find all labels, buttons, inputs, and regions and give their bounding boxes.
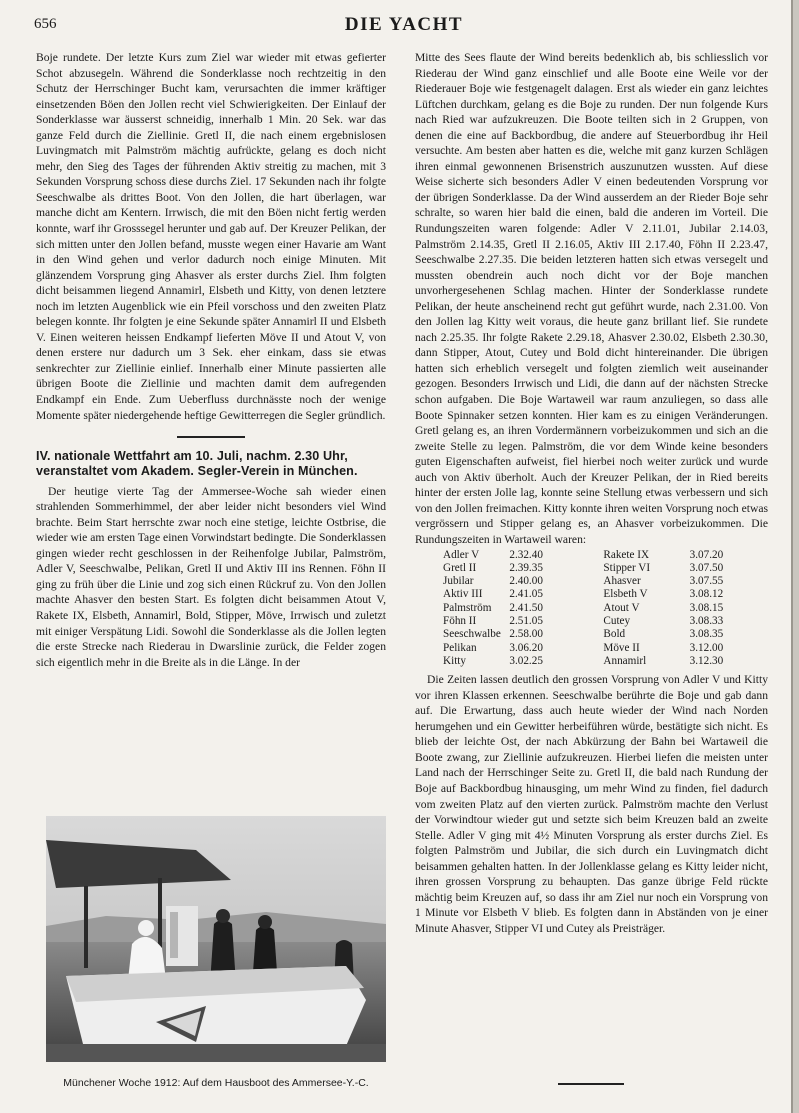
rounding-time: 2.32.40: [509, 548, 543, 561]
table-row: [415, 642, 768, 655]
boat-name: Jubilar: [443, 575, 474, 588]
table-row: [415, 562, 768, 575]
running-title: DIE YACHT: [344, 14, 464, 35]
rounding-time: 3.02.25: [509, 654, 543, 667]
paragraph: Der heutige vierte Tag der Ammersee-Woche sah wieder einen strahlenden Sommerhimmel, der aber leider nicht besonders viel Wind brachte. Beim Start herrschte zwar noch eine stetige, leichte Ostbrise, die wieder wie am ersten Tage einen Vorwindstart bedingte. Die Sonderklassen gingen wieder recht geschlossen in der Reihenfolge Jubilar, Palmström, Adler V, Seeschwalbe, Pelikan, Gretl II und Aktiv III ins Rennen. Föhn II ging zu früh über die Linie und zog sich einen Rückruf zu. Von den Jollen machte Ahasver den besten Start. Es folgten dicht beisammen Atout V, Rakete IX, Elsbeth, Annamirl, Bold, Stipper, Möve, Irrwisch und zuletzt mit einiger Verspätung Lidi. Sowohl die Sonderklasse als die Jollen legten die erste Strecke nach Riederau in Dwarslinie zurück, die Felder zogen sich eigentlich mehr in die Breite als in die Länge. In der: [36, 484, 386, 669]
section-heading: IV. nationale Wettfahrt am 10. Juli, nachm. 2.30 Uhr, veranstaltet vom Akadem. Segler-Verein in München.: [36, 448, 358, 479]
boat-name: Elsbeth V: [603, 588, 648, 601]
rounding-time: 3.07.50: [689, 561, 724, 574]
boat-name: Föhn II: [443, 614, 477, 627]
end-divider: [558, 1083, 624, 1085]
rounding-time: 3.06.20: [509, 641, 543, 654]
rounding-time: 3.12.30: [689, 654, 724, 667]
rounding-time: 2.39.35: [509, 561, 543, 574]
boat-name: Bold: [603, 628, 626, 641]
table-row: [415, 588, 768, 601]
boat-name: Atout V: [603, 601, 640, 614]
boat-name: Aktiv III: [443, 588, 483, 601]
page-header: [34, 14, 774, 38]
rounding-time: 2.41.50: [509, 601, 543, 614]
boat-name: Pelikan: [443, 641, 477, 654]
section-divider: [177, 436, 245, 438]
table-row: [415, 615, 768, 628]
boat-name: Cutey: [603, 614, 631, 627]
boat-name: Rakete IX: [603, 548, 650, 561]
paragraph: Mitte des Sees flaute der Wind bereits bedenklich ab, bis schliesslich vor Riederau der Wind ganz einschlief und alle Boote eine Weile vor der Riederauer Boje wie festgenagelt dalagen. Erst als wieder ein ganz leichtes Lüftchen durchkam, gelang es die Boje zu runden. Der nun folgende Kurs nach Ried war aufzukreuzen. Die Boote teilten sich in 2 Gruppen, von denen die eine auf Backbordbug, die andere auf Steuerbordbug ihr Heil versuchte. Am besten aber hatten es die, welche mit ganz kurzen Schlägen ihren einmal gewonnenen Brisenstrich auszunutzen wussten. Auf diese Weise sicherte sich besonders Adler V einen bedeutenden Vorsprung vor der übrigen Sonderklasse. Da der Wind ausserdem an der Rieder Boje sehr schralte, so waren hier bald die einen, bald die anderen im Vorteil. Die Rundungszeiten waren folgende: Adler V 2.11.01, Jubilar 2.14.03, Palmström 2.14.35, Gretl II 2.16.05, Aktiv III 2.17.40, Föhn II 2.23.47, Seeschwalbe 2.27.35. Die beiden letzteren hatten sich etwas versegelt und mussten obendrein auch noch dicht vor der Boje manchen unvorhergesehenen Schlag machen. Hinter der Sonderklasse rundete Pelikan, der heute anscheinend recht gut geführt wurde, nach 2.31.00. Von den Jollen lag Kitty weit voraus, die heute ganz brillant lief. Sie rundete nach 2.25.35. Ihr folgte Rakete 2.29.18, Ahasver 2.30.02, Elsbeth 2.30.30, dann Stipper, Atout, Cutey und Bold dicht hintereinander. Die übrigen hatten sich erheblich versegelt und folgten ziemlich weit auseinander gezogen. Besonders Irrwisch und Lidi, die dann auf der nächsten Strecke schon aufgaben. Die Boje Wartaweil war raum anzuliegen, so dass alle Boote Spinnaker setzen konnten. Hier kam es zu einigen Veränderungen. Gretl gelang es, an ihren Vordermännern vorbeizukommen und sich an die zweite Stelle zu legen. Palmström, die vor dem Winde keine besonders guten Eigenschaften aufweist, fiel hierbei noch weiter zurück und wurde auch von Aktiv überholt. Auch der Kreuzer Pelikan, der in Ried bereits hinter der ersten Jolle lag, konnte seine Stellung etwas verbessern und sich von den Jollen freimachen. Kitty konnte ihren weiten Vorsprung noch etwas vergrössern und Stipper gelang es, an Ahasver vorbeizukommen. Die Rundungszeiten in Wartaweil waren:: [415, 51, 768, 546]
boat-name: Möve II: [603, 641, 640, 654]
boat-name: Gretl II: [443, 561, 477, 574]
rounding-time: 2.41.05: [509, 588, 543, 601]
boat-name: Annamirl: [603, 654, 647, 667]
table-row: [415, 549, 768, 562]
rounding-time: 2.51.05: [509, 614, 543, 627]
rounding-time: 3.08.35: [689, 628, 724, 641]
rounding-time: 2.40.00: [509, 575, 543, 588]
rounding-time: 3.08.15: [689, 601, 724, 614]
page-edge: [793, 0, 799, 1113]
rounding-time: 2.58.00: [509, 628, 543, 641]
paragraph: Boje rundete. Der letzte Kurs zum Ziel war wieder mit etwas gefierter Schot abzusegeln. Während die Sonderklasse noch rechtzeitig in den Schutz der Herrschinger Bucht kam, verursachten die immer kräftiger einsetzenden Böen den Jollen recht viel Schwierigkeiten. Der Einlauf der Sonderklasse war äusserst schneidig, innerhalb 1 Min. 20 Sek. war das ganze Feld durch die Ziellinie. Gretl II, die nach einem ergebnislosen Luvingmatch mit Palmström mächtig aufrückte, gelang es doch nicht mehr, den Sieg des Tages der führenden Aktiv streitig zu machen, mit 3 Sekunden Vorsprung schoss diese durchs Ziel. 17 Sekunden nach ihr folgte Seeschwalbe als drittes Boot. Von den Jollen, die hart überlagen, war manche dicht am Kentern. Irrwisch, die mit den Böen nicht fertig werden konnte, warf ihr Grosssegel herunter und gab auf. Der Kreuzer Pelikan, der sich mitten unter den Jollen befand, musste wegen einer Havarie am Want in den Wind gehen und verlor dadurch noch einige Minuten. Mit glänzendem Vorsprung ging Ahasver als erster durchs Ziel. Ihm folgten dicht beisammen liegend Annamirl, Elsbeth und Kitty, von denen letztere noch im letzten Augenblick wie ein Pfeil vorschoss und den zweiten Platz belegen konnte. Ihr folgten je eine Sekunde später Annamirl II und Elsbeth V. Einen weiteren heissen Endkampf lieferten Möve II und Atout V, von denen erstere nur dadurch um 3 Sek. eher einkam, dass sie etwas senkrechter zur Ziellinie einlief. Innerhalb einer Minute passierten alle übrigen Boote die Ziellinie und machten damit dem aufregenden Endkampf ein Ende. Zum Ueberfluss durchnässte noch der wenige Momente später niedergehende heftige Gewitterregen die Segler gründlich.: [36, 51, 386, 422]
boat-name: Palmström: [443, 601, 492, 614]
table-row: [415, 602, 768, 615]
rounding-time: 3.07.55: [689, 575, 724, 588]
table-row: [415, 575, 768, 588]
boat-name: Kitty: [443, 654, 466, 667]
rounding-time: 3.07.20: [689, 548, 724, 561]
rounding-times-table: [415, 549, 768, 669]
table-row: [415, 655, 768, 668]
houseboat-photo: [46, 816, 386, 1062]
paragraph: Die Zeiten lassen deutlich den grossen Vorsprung von Adler V und Kitty vor ihren Klassen erkennen. Seeschwalbe berührte die Boje und gab dann auf. Die Erwartung, dass auch heute wieder der Wind nach Norden herumgehen und ein Gewitter herbeiführen würde, bestätigte sich nicht. Es blieb der leichte Ost, der nach Abkürzung der Bahn bei Wartaweil die Boote zwang, zur Ziellinie aufzukreuzen. Hierbei liefen die meisten unter Land nach der Herrschinger Seite zu. Gretl II, die bald nach Rundung der Boje auf Backbordbug hinausging, um mehr Wind zu finden, fiel dadurch vom zweiten Platz auf den vierten zurück. Palmström machte den Verlust der Vorwindtour wieder gut und setzte sich beim Kreuzen bald an zweite Stelle. Adler V ging mit 4½ Minuten Vorsprung als erster durchs Ziel. Es folgten Palmström und Jubilar, die sich durch ein Luvingmatch dicht beisammen gehalten hatten. In der Jollenklasse gelang es Kitty leider nicht, ihren grossen Vorsprung zu behaupten. Das ganze übrige Feld rückte mächtig beim Kreuzen auf, so dass ihr am Ziel nur noch ein Vorsprung von 1 Minute vor Elsbeth V blieb. Es folgten dann in Abständen von je einer Minute Ahasver, Stipper VI und Cutey als Preisträger.: [415, 673, 768, 935]
boat-name: Adler V: [443, 548, 480, 561]
rounding-time: 3.08.12: [689, 588, 724, 601]
table-row: [415, 628, 768, 641]
right-column: [415, 50, 768, 936]
boat-name: Ahasver: [603, 575, 641, 588]
boat-name: Seeschwalbe: [443, 628, 501, 641]
page-edge-shadow: [791, 0, 793, 1113]
photo-caption: Münchener Woche 1912: Auf dem Hausboot des Ammersee-Y.-C.: [63, 1077, 369, 1089]
rounding-time: 3.08.33: [689, 614, 724, 627]
page-number: 656: [34, 16, 57, 32]
left-column: [36, 50, 386, 670]
boat-name: Stipper VI: [603, 561, 651, 574]
rounding-time: 3.12.00: [689, 641, 724, 654]
